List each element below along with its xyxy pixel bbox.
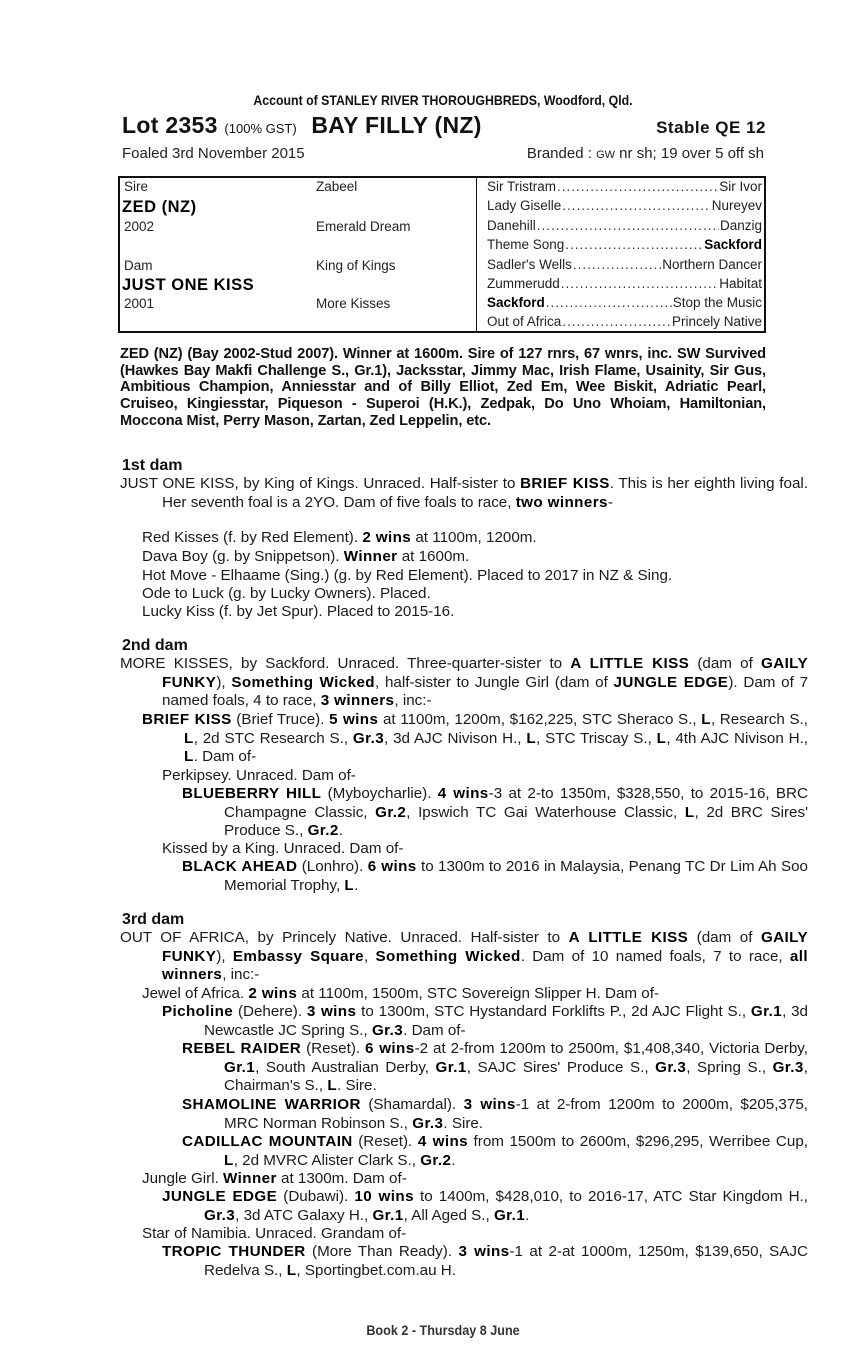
ancestor-row	[487, 179, 762, 198]
leader-dots	[537, 218, 719, 233]
bold-text: Gr.2	[307, 822, 339, 840]
bold-text: GAILY FUNKY	[162, 655, 808, 691]
produce-entry	[142, 1170, 407, 1187]
produce-entry	[162, 1188, 808, 1225]
bold-text: REBEL RAIDER	[182, 1040, 302, 1057]
produce-entry	[162, 1243, 808, 1280]
produce-entry	[182, 1096, 808, 1133]
bold-text: BLUEBERRY HILL	[182, 785, 322, 802]
text: , half-sister to Jungle Girl (dam of	[375, 673, 614, 691]
page-footer: Book 2 - Thursday 8 June	[366, 1322, 520, 1338]
ancestor-row	[487, 276, 762, 295]
lot-line	[122, 112, 768, 142]
brand-mark-icon: GW	[596, 149, 616, 161]
produce-entry	[182, 858, 808, 895]
bold-text: Gr.3	[352, 729, 385, 747]
ancestor-right: Habitat	[719, 276, 762, 291]
text: Red Kisses (f. by Red Element).	[142, 529, 363, 546]
sire-label: Sire	[124, 179, 149, 194]
branded-detail: nr sh; 19 over 5 off sh	[615, 145, 764, 162]
bold-text: Picholine	[162, 1003, 234, 1020]
lot-number: Lot 2353	[122, 112, 218, 138]
ancestor-left: Sir Tristram	[487, 179, 556, 194]
text: , Ipswich TC Gai Waterhouse Classic,	[406, 803, 685, 821]
produce-entry	[162, 840, 403, 857]
bold-text: SHAMOLINE WARRIOR	[182, 1096, 361, 1113]
text: , 3d AJC Nivison H.,	[384, 729, 527, 747]
text: (Dehere).	[233, 1003, 307, 1020]
text: , Spring S.,	[686, 1058, 773, 1076]
text: to 1300m, STC Hystandard Forklifts P., 2d AJC Flight S.,	[356, 1003, 751, 1020]
bold-text: A LITTLE KISS	[568, 929, 689, 946]
text: , Sportingbet.com.au H.	[296, 1261, 456, 1279]
text: , 2d BRC Sires' Produce S.,	[224, 803, 808, 840]
leader-dots	[562, 314, 671, 329]
ancestor-left: Lady Giselle	[487, 198, 562, 213]
bold-text: A LITTLE KISS	[570, 655, 690, 672]
text: -1 at 2-at 1000m, 1250m, $139,650, SAJC Redelva S.,	[204, 1243, 808, 1279]
produce-entry	[142, 1225, 406, 1242]
foal-entry	[142, 567, 672, 584]
bold-text: JUNGLE EDGE	[613, 673, 729, 691]
bold-text: Gr.2	[375, 803, 407, 821]
text: at 1100m, 1200m.	[411, 529, 537, 546]
text: -2 at 2-from 1200m to 2500m, $1,408,340, Victoria Derby,	[414, 1040, 808, 1057]
bold-text: BLACK AHEAD	[182, 858, 298, 875]
text: JUST ONE KISS, by King of Kings. Unraced. Half-sister to	[120, 475, 521, 492]
bold-text: CADILLAC MOUNTAIN	[182, 1133, 353, 1150]
third-dam-intro	[120, 929, 808, 985]
gst-note: (100% GST)	[224, 121, 297, 136]
ancestor-row	[487, 237, 762, 256]
bold-text: Gr.1	[224, 1058, 256, 1076]
bold-text: Winner	[343, 548, 398, 565]
ancestor-row	[487, 314, 762, 333]
grandsire-paternal: Zabeel	[316, 179, 358, 194]
bold-text: Something Wicked	[231, 673, 375, 691]
text: , Research S.,	[710, 711, 808, 728]
text: OUT OF AFRICA, by Princely Native. Unraced. Half-sister to	[120, 929, 569, 946]
text: . Dam of-	[193, 748, 257, 766]
leader-dots	[546, 295, 672, 310]
bold-text: L	[526, 729, 537, 747]
bold-text: L	[327, 1077, 338, 1095]
bold-text: L	[344, 876, 355, 894]
ancestor-left: Danehill	[487, 218, 536, 233]
text: at 1600m.	[397, 548, 470, 565]
lot-title	[122, 112, 482, 139]
produce-entry	[182, 1133, 808, 1170]
bold-text: 4 wins	[417, 1133, 468, 1150]
brand-description	[527, 145, 764, 162]
bold-text: BRIEF KISS	[142, 711, 232, 728]
text: (Reset).	[352, 1133, 418, 1150]
dam-year: 2001	[124, 296, 155, 311]
bold-text: Gr.3	[655, 1058, 687, 1076]
ancestor-left: Out of Africa	[487, 314, 562, 329]
ancestor-right: Sackford	[704, 237, 762, 252]
foal-entry	[142, 585, 431, 602]
produce-entry	[162, 1003, 808, 1040]
text: , 2d STC Research S.,	[193, 729, 353, 747]
bold-text: L	[701, 711, 711, 728]
leader-dots	[561, 276, 718, 291]
text: at 1100m, 1500m, STC Sovereign Slipper H. Dam of-	[297, 985, 660, 1002]
leader-dots	[573, 257, 661, 272]
second-dam-heading: 2nd dam	[122, 637, 188, 654]
foal-entry	[142, 548, 469, 565]
text: Hot Move - Elhaame (Sing.) (g. by Red Element). Placed to 2017 in NZ & Sing.	[142, 567, 673, 584]
bold-text: Gr.1	[372, 1206, 404, 1224]
bold-text: JUNGLE EDGE	[162, 1188, 278, 1205]
text: (dam of	[689, 655, 761, 672]
bold-text: Gr.2	[420, 1151, 452, 1169]
bold-text: Gr.1	[750, 1003, 783, 1020]
text: , STC Triscay S.,	[536, 729, 657, 747]
dam-label: Dam	[124, 258, 153, 273]
text: Star of Namibia. Unraced. Grandam of-	[142, 1225, 407, 1242]
text: (Myboycharlie).	[321, 785, 438, 802]
bold-text: BRIEF KISS	[520, 475, 610, 492]
bold-text: 2 wins	[362, 529, 412, 546]
text: . This is her eighth living foal. Her seventh foal is a 2YO. Dam of five foals to race,	[162, 475, 808, 511]
ancestor-row	[487, 257, 762, 276]
text: -1 at 2-from 1200m to 2000m, $205,375, MRC Norman Robinson S.,	[224, 1096, 808, 1132]
text: ),	[216, 673, 232, 691]
bold-text: L	[684, 803, 695, 821]
text: . Sire.	[443, 1114, 484, 1132]
pedigree-table	[118, 176, 766, 333]
text: , South Australian Derby,	[255, 1058, 436, 1076]
first-dam-intro	[120, 475, 808, 512]
ancestor-right: Northern Dancer	[662, 257, 762, 272]
text: Ode to Luck (g. by Lucky Owners). Placed.	[142, 585, 431, 602]
ancestor-right: Princely Native	[671, 314, 762, 329]
text: , Chairman's S.,	[224, 1058, 808, 1095]
pedigree-ancestors	[476, 178, 767, 331]
text: (More Than Ready).	[305, 1243, 459, 1260]
produce-entry	[142, 985, 659, 1002]
text: ),	[216, 947, 233, 965]
ancestor-left: Sackford	[487, 295, 545, 310]
bold-text: L	[184, 729, 194, 747]
leader-dots	[562, 198, 710, 213]
bold-text: 6 wins	[365, 1040, 415, 1057]
bold-text: L	[184, 748, 194, 766]
bold-text: Gr.3	[371, 1021, 404, 1039]
bold-text: Winner	[223, 1170, 277, 1187]
text: , All Aged S.,	[403, 1206, 494, 1224]
bold-text: 4 wins	[437, 785, 489, 802]
bold-text: L	[656, 729, 667, 747]
foal-entry	[142, 529, 537, 546]
vendor-account: Account of STANLEY RIVER THOROUGHBREDS, Woodford, Qld.	[253, 92, 633, 108]
bold-text: 3 wins	[306, 1003, 357, 1020]
leader-dots	[565, 237, 703, 252]
text: Perkipsey. Unraced. Dam of-	[162, 767, 356, 784]
sire-year: 2002	[124, 219, 155, 234]
text: , 2d MVRC Alister Clark S.,	[233, 1151, 421, 1169]
ancestor-left: Zummerudd	[487, 276, 560, 291]
bold-text: Gr.3	[772, 1058, 804, 1076]
second-dam-intro	[120, 655, 808, 711]
bold-text: Gr.3	[204, 1206, 236, 1224]
stable-location: Stable QE 12	[656, 118, 766, 137]
bold-text: L	[224, 1151, 234, 1169]
ancestor-row	[487, 218, 762, 237]
text: . Dam of 10 named foals, 7 to race,	[520, 947, 790, 965]
granddam-paternal: Emerald Dream	[316, 219, 411, 234]
text: (Shamardal).	[360, 1096, 464, 1113]
text: Lucky Kiss (f. by Jet Spur). Placed to 2015-16.	[142, 603, 455, 620]
text: Jewel of Africa.	[142, 985, 249, 1002]
text: -3 at 2-to 1350m, $328,550, to 2015-16, BRC Champagne Classic,	[224, 785, 808, 821]
text: .	[525, 1206, 530, 1224]
text: -	[607, 493, 613, 511]
text: ). Dam of 7 named foals, 4 to race,	[162, 673, 809, 710]
text: Dava Boy (g. by Snippetson).	[142, 548, 344, 565]
bold-text: 6 wins	[367, 858, 417, 875]
text: . Sire.	[337, 1077, 377, 1095]
text: (dam of	[688, 929, 761, 946]
text: at 1300m. Dam of-	[276, 1170, 407, 1187]
text: from 1500m to 2600m, $296,295, Werribee Cup,	[467, 1133, 809, 1150]
sire-summary: ZED (NZ) (Bay 2002-Stud 2007). Winner at 1600m. Sire of 127 rnrs, 67 wnrs, inc. SW Survived (Hawkes Bay Makfi Challenge S., Gr.1), Jacksstar, Jimmy Mac, Irish Flame, Usainity, Sir Gus, Ambitious Champion, Anniesstar and of Billy Elliot, Zed Em, Wee Biskit, Adriatic Pearl, Cruiseo, Kingiesstar, Piqueson - Superoi (H.K.), Zedpak, Do Uno Whoiam, Hamiltonian, Moccona Mist, Perry Mason, Zartan, Zed Leppelin, etc.	[120, 346, 766, 429]
text: (Lonhro).	[297, 858, 368, 875]
leader-dots	[557, 179, 718, 194]
bold-text: all winners	[162, 947, 809, 984]
bold-text: Embassy Square	[232, 947, 364, 965]
foal-entry	[142, 603, 454, 620]
text: at 1100m, 1200m, $162,225, STC Sheraco S.,	[378, 711, 702, 728]
text: , SAJC Sires' Produce S.,	[466, 1058, 656, 1076]
horse-description: BAY FILLY (NZ)	[311, 112, 482, 138]
produce-entry	[182, 1040, 808, 1096]
text: Jungle Girl.	[142, 1170, 224, 1187]
first-dam-heading: 1st dam	[122, 457, 183, 474]
text: to 1400m, $428,010, to 2016-17, ATC Star Kingdom H.,	[413, 1188, 808, 1205]
bold-text: 3 wins	[458, 1243, 510, 1260]
bold-text: 3 wins	[463, 1096, 516, 1113]
text: . Dam of-	[403, 1021, 466, 1039]
bold-text: Gr.3	[412, 1114, 444, 1132]
bold-text: L	[286, 1261, 297, 1279]
granddam-maternal: More Kisses	[316, 296, 391, 311]
ancestor-right: Danzig	[719, 218, 762, 233]
produce-entry	[182, 785, 808, 841]
text: Kissed by a King. Unraced. Dam of-	[162, 840, 404, 857]
text: , 3d ATC Galaxy H.,	[235, 1206, 373, 1224]
bold-text: 10 wins	[354, 1188, 414, 1205]
grandsire-maternal: King of Kings	[316, 258, 396, 273]
pedigree-parents	[120, 178, 470, 331]
bold-text: two winners	[515, 493, 608, 511]
sire-name: ZED (NZ)	[122, 198, 197, 216]
bold-text: 3 winners	[320, 692, 395, 710]
ancestor-row	[487, 295, 762, 314]
bold-text: GAILY FUNKY	[162, 929, 808, 965]
text: to 1300m to 2016 in Malaysia, Penang TC Dr Lim Ah Soo Memorial Trophy,	[224, 858, 808, 894]
text: , inc:-	[394, 692, 432, 710]
text: .	[338, 822, 343, 840]
text: , inc:-	[222, 966, 260, 984]
ancestor-right: Sir Ivor	[719, 179, 762, 194]
ancestor-left: Sadler's Wells	[487, 257, 572, 272]
ancestor-left: Theme Song	[487, 237, 565, 252]
bold-text: Something Wicked	[375, 947, 521, 965]
bold-text: TROPIC THUNDER	[162, 1243, 306, 1260]
third-dam-heading: 3rd dam	[122, 911, 185, 928]
dam-name: JUST ONE KISS	[122, 276, 255, 294]
bold-text: Gr.1	[435, 1058, 467, 1076]
text: .	[354, 876, 359, 894]
bold-text: Gr.1	[493, 1206, 526, 1224]
ancestor-right: Nureyev	[711, 198, 762, 213]
text: ,	[364, 947, 376, 965]
ancestor-row	[487, 198, 762, 217]
ancestor-right: Stop the Music	[672, 295, 762, 310]
text: , 4th AJC Nivison H.,	[666, 729, 809, 747]
branded-label: Branded :	[526, 145, 597, 162]
text: (Dubawi).	[277, 1188, 355, 1205]
foaled-date: Foaled 3rd November 2015	[122, 145, 305, 162]
bold-text: 2 wins	[248, 985, 298, 1002]
text: .	[451, 1151, 456, 1169]
produce-entry	[162, 767, 356, 784]
text: (Reset).	[301, 1040, 366, 1057]
text: MORE KISSES, by Sackford. Unraced. Three-quarter-sister to	[120, 655, 571, 672]
produce-entry	[142, 711, 808, 767]
bold-text: 5 wins	[329, 711, 379, 728]
text: (Brief Truce).	[231, 711, 330, 728]
text: , 3d Newcastle JC Spring S.,	[204, 1003, 808, 1039]
